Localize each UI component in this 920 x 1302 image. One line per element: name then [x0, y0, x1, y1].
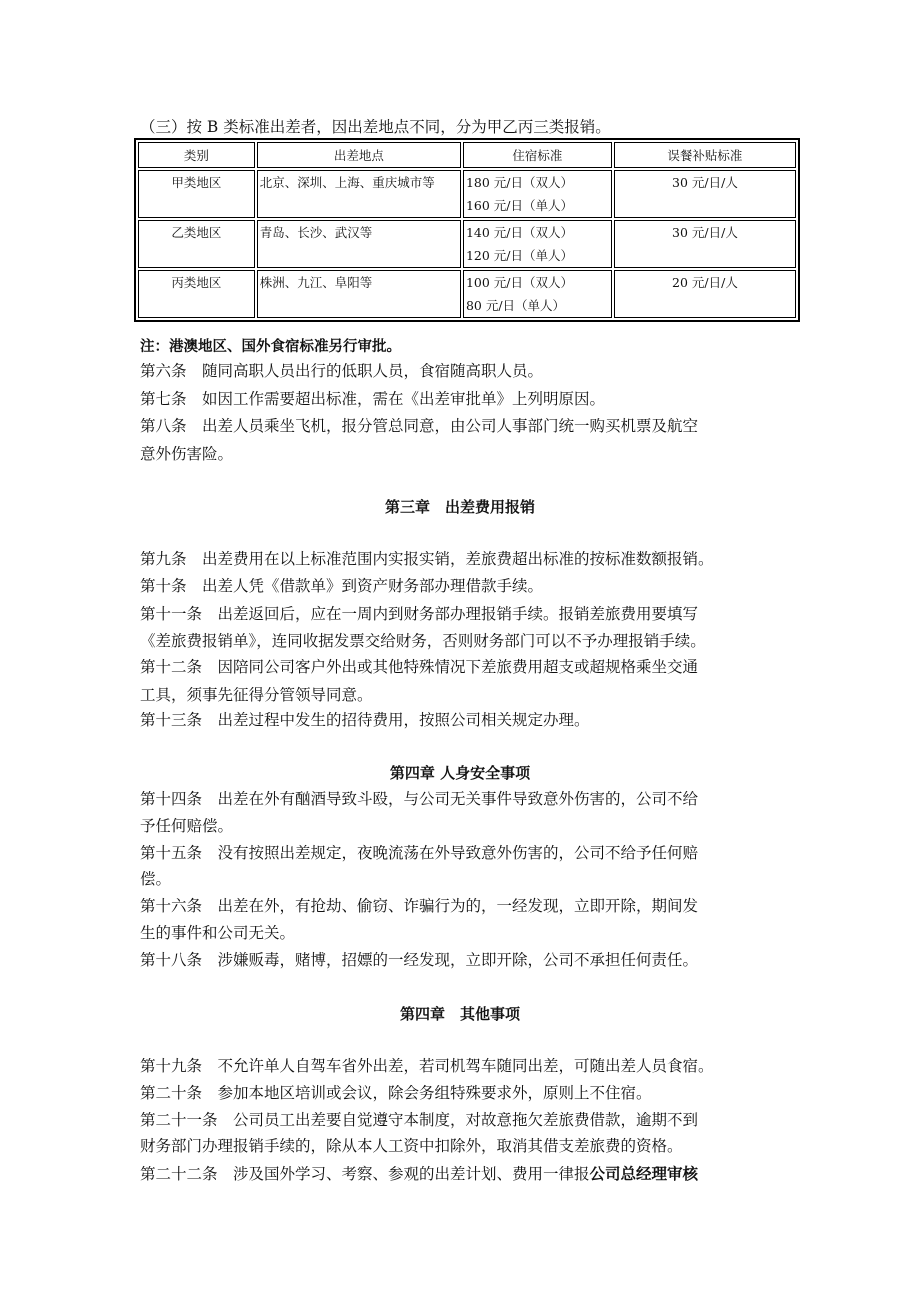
table-header-cell: 出差地点 [257, 142, 461, 168]
chapter-3-heading: 第三章 出差费用报销 [384, 498, 535, 516]
meal-cell: 30 元/日/人 [614, 170, 796, 218]
lodging-cell [463, 170, 612, 218]
article-9: 第九条 出差费用在以上标准范围内实报实销，差旅费超出标准的按标准数额报销。 [140, 550, 714, 568]
table-note: 注：港澳地区、国外食宿标准另行审批。 [140, 339, 401, 355]
article-8-line-2: 意外伤害险。 [140, 445, 234, 463]
article-12-line-2: 工具，须事先征得分管领导同意。 [140, 686, 373, 704]
meal-cell: 20 元/日/人 [614, 270, 796, 318]
chapter-4-other-heading: 第四章 其他事项 [399, 1005, 520, 1023]
table-row [138, 170, 796, 218]
category-cell: 甲类地区 [138, 170, 255, 218]
article-10: 第十条 出差人凭《借款单》到资产财务部办理借款手续。 [140, 577, 544, 595]
article-15-line-2: 偿。 [140, 870, 172, 888]
article-12-line-1: 第十二条 因陪同公司客户外出或其他特殊情况下差旅费用超支或超规格乘坐交通 [140, 658, 699, 676]
lodging-double: 180 元/日（双人） [465, 175, 573, 190]
table-row [138, 270, 796, 318]
article-21-line-2: 财务部门办理报销手续的，除从本人工资中扣除外，取消其借支差旅费的资格。 [140, 1137, 683, 1155]
article-11-line-2: 《差旅费报销单》，连同收据发票交给财务，否则财务部门可以不予办理报销手续。 [140, 632, 706, 650]
table-row [138, 220, 796, 268]
table-header-cell: 误餐补贴标准 [614, 142, 796, 168]
intro-line: （三）按 B 类标准出差者，因出差地点不同，分为甲乙丙三类报销。 [140, 118, 611, 136]
article-16-line-1: 第十六条 出差在外，有抢劫、偷窃、诈骗行为的，一经发现，立即开除，期间发 [140, 897, 699, 915]
places-cell: 青岛、长沙、武汉等 [257, 220, 461, 268]
lodging-single: 160 元/日（单人） [465, 198, 573, 213]
article-20: 第二十条 参加本地区培训或会议，除会务组特殊要求外，原则上不住宿。 [140, 1084, 652, 1102]
lodging-cell [463, 270, 612, 318]
article-6: 第六条 随同高职人员出行的低职人员，食宿随高职人员。 [140, 362, 544, 380]
article-21-line-1: 第二十一条 公司员工出差要自觉遵守本制度，对故意拖欠差旅费借款，逾期不到 [140, 1111, 699, 1129]
article-11-line-1: 第十一条 出差返回后，应在一周内到财务部办理报销手续。报销差旅费用要填写 [140, 605, 699, 623]
article-7: 第七条 如因工作需要超出标准，需在《出差审批单》上列明原因。 [140, 390, 606, 408]
lodging-double: 140 元/日（双人） [465, 225, 573, 240]
table-header-cell: 类别 [138, 142, 255, 168]
article-13: 第十三条 出差过程中发生的招待费用，按照公司相关规定办理。 [140, 711, 590, 729]
lodging-single: 120 元/日（单人） [465, 248, 573, 263]
places-cell: 北京、深圳、上海、重庆城市等 [257, 170, 461, 218]
article-14-line-2: 予任何赔偿。 [140, 817, 234, 835]
article-8-line-1: 第八条 出差人员乘坐飞机，报分管总同意，由公司人事部门统一购买机票及航空 [140, 417, 699, 435]
travel-standard-table [134, 138, 800, 322]
lodging-single: 80 元/日（单人） [465, 298, 566, 313]
article-19: 第十九条 不允许单人自驾车省外出差，若司机驾车随同出差，可随出差人员食宿。 [140, 1057, 714, 1075]
lodging-cell [463, 220, 612, 268]
category-cell: 乙类地区 [138, 220, 255, 268]
article-18: 第十八条 涉嫌贩毒，赌博，招嫖的一经发现，立即开除，公司不承担任何责任。 [140, 951, 699, 969]
article-22 [140, 1163, 790, 1186]
category-cell: 丙类地区 [138, 270, 255, 318]
meal-cell: 30 元/日/人 [614, 220, 796, 268]
article-22-bold-text: 公司总经理审核 [589, 1165, 699, 1183]
places-cell: 株洲、九江、阜阳等 [257, 270, 461, 318]
article-15-line-1: 第十五条 没有按照出差规定，夜晚流荡在外导致意外伤害的，公司不给予任何赔 [140, 844, 699, 862]
article-16-line-2: 生的事件和公司无关。 [140, 924, 296, 942]
table-header-cell: 住宿标准 [463, 142, 612, 168]
article-22-text: 第二十二条 涉及国外学习、考察、参观的出差计划、费用一律报 [140, 1165, 590, 1183]
table-header-row [138, 142, 796, 168]
lodging-double: 100 元/日（双人） [465, 275, 573, 290]
chapter-4-heading: 第四章 人身安全事项 [389, 764, 531, 782]
article-14-line-1: 第十四条 出差在外有酗酒导致斗殴，与公司无关事件导致意外伤害的，公司不给 [140, 790, 699, 808]
